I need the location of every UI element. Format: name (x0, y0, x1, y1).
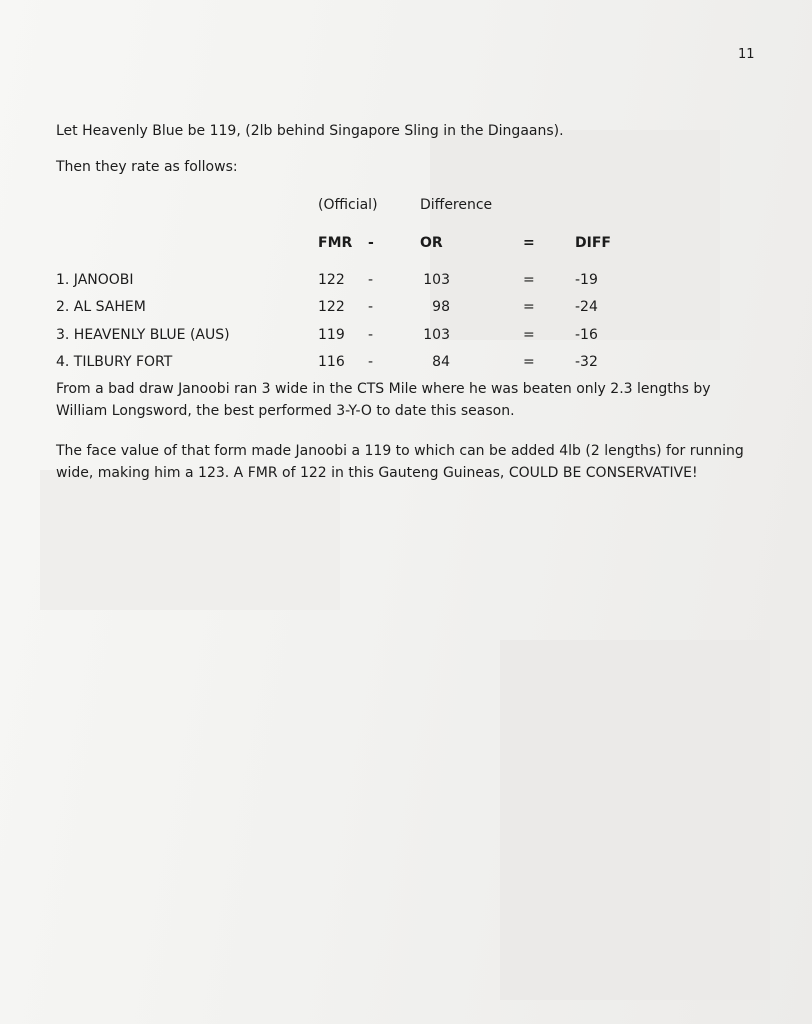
rate-intro-paragraph: Then they rate as follows: (56, 159, 238, 175)
show-through-block-left (40, 470, 340, 610)
row-name: 4. TILBURY FORT (56, 354, 173, 370)
header-equals: = (523, 235, 535, 251)
header-or: OR (420, 235, 443, 251)
row-or: 84 (432, 354, 450, 370)
show-through-block-bottom (500, 640, 770, 1000)
header-minus: - (368, 235, 374, 251)
row-fmr: 116 (318, 354, 345, 370)
row-fmr: 122 (318, 272, 345, 288)
row-or: 98 (432, 299, 450, 315)
row-minus: - (368, 354, 374, 370)
row-minus: - (368, 327, 374, 343)
row-name: 3. HEAVENLY BLUE (AUS) (56, 327, 230, 343)
row-or: 103 (423, 272, 450, 288)
row-minus: - (368, 272, 374, 288)
row-diff: -19 (575, 272, 598, 288)
row-diff: -16 (575, 327, 598, 343)
row-equals: = (523, 299, 535, 315)
row-equals: = (523, 327, 535, 343)
row-fmr: 119 (318, 327, 345, 343)
row-minus: - (368, 299, 374, 315)
row-fmr: 122 (318, 299, 345, 315)
conclusion-paragraph: The face value of that form made Janoobi a 119 to which can be added 4lb (2 lengths) for running wide, making him a 123. A FMR of 122 in this Gauteng Guineas, COULD BE CONSERVATIVE! (56, 443, 744, 481)
draw-note-paragraph: From a bad draw Janoobi ran 3 wide in the CTS Mile where he was beaten only 2.3 lengths by William Longsword, the best performed 3-Y-O to date this season. (56, 381, 711, 419)
row-equals: = (523, 354, 535, 370)
row-diff: -24 (575, 299, 598, 315)
intro-paragraph: Let Heavenly Blue be 119, (2lb behind Singapore Sling in the Dingaans). (56, 123, 564, 139)
row-name: 1. JANOOBI (56, 272, 134, 288)
header-difference: Difference (420, 197, 493, 213)
header-official: (Official) (318, 197, 378, 213)
page-number: 11 (738, 47, 755, 62)
row-or: 103 (423, 327, 450, 343)
row-diff: -32 (575, 354, 598, 370)
row-equals: = (523, 272, 535, 288)
header-diff: DIFF (575, 235, 611, 251)
row-name: 2. AL SAHEM (56, 299, 146, 315)
header-fmr: FMR (318, 235, 353, 251)
